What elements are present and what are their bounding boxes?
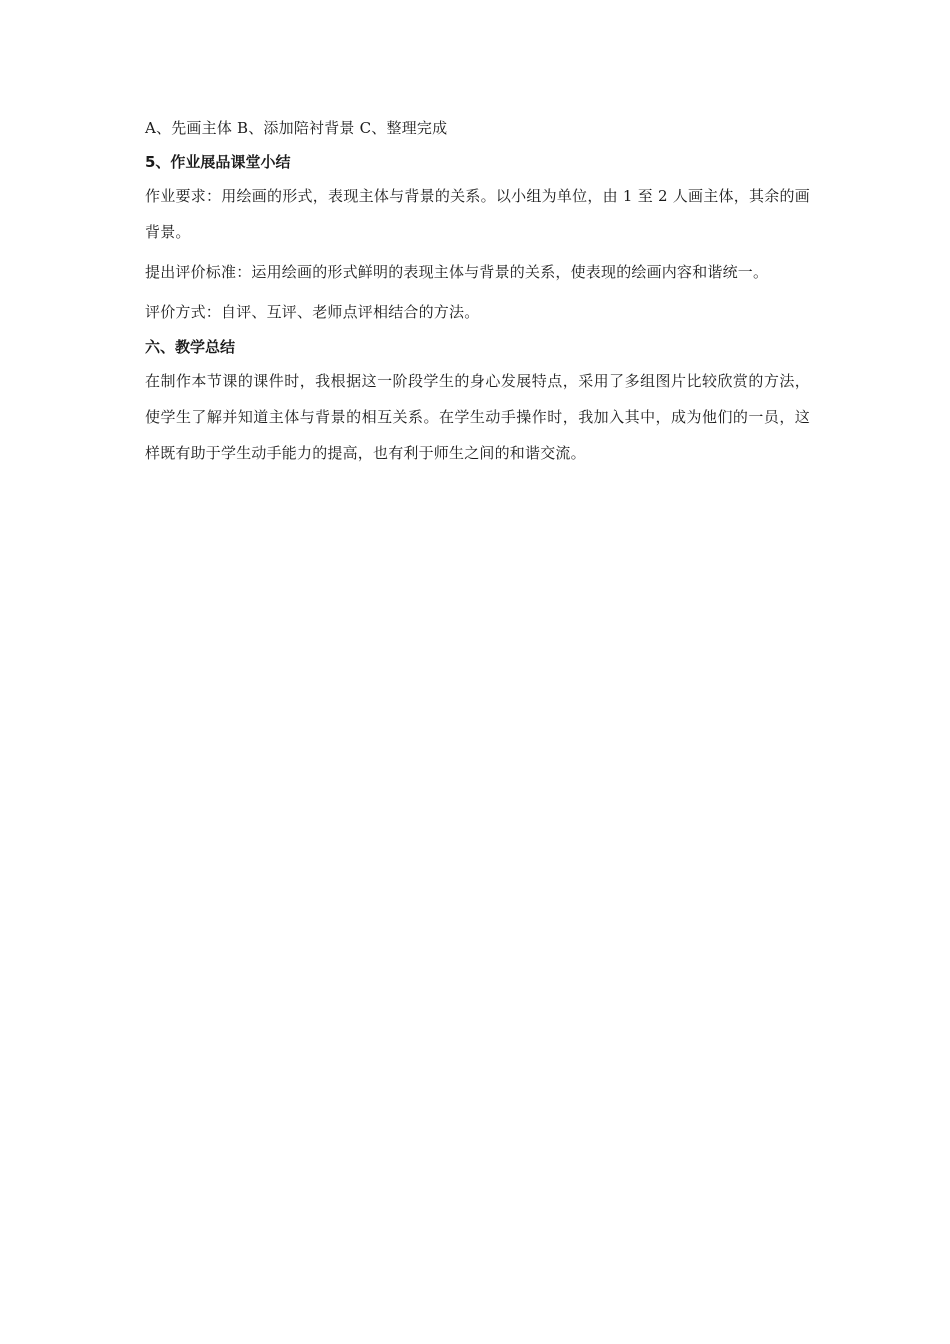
evaluation-standard-paragraph: 提出评价标准：运用绘画的形式鲜明的表现主体与背景的关系，使表现的绘画内容和谐统一。 xyxy=(145,263,769,281)
section-6-heading: 六、教学总结 xyxy=(145,338,236,356)
assignment-requirement-paragraph: 作业要求：用绘画的形式，表现主体与背景的关系。以小组为单位，由 1 至 2 人画主体，其余的画背景。 xyxy=(145,187,810,241)
document-body xyxy=(145,116,810,471)
teaching-summary-paragraph: 在制作本节课的课件时，我根据这一阶段学生的身心发展特点，采用了多组图片比较欣赏的方法，使学生了解并知道主体与背景的相互关系。在学生动手操作时，我加入其中，成为他们的一员，这样既有助于学生动手能力的提高，也有利于师生之间的和谐交流。 xyxy=(145,372,810,462)
drawing-steps-line: A、先画主体 B、添加陪衬背景 C、整理完成 xyxy=(145,119,448,137)
evaluation-method-paragraph: 评价方式：自评、互评、老师点评相结合的方法。 xyxy=(145,303,480,321)
section-5-heading: 5、作业展品课堂小结 xyxy=(145,153,291,171)
